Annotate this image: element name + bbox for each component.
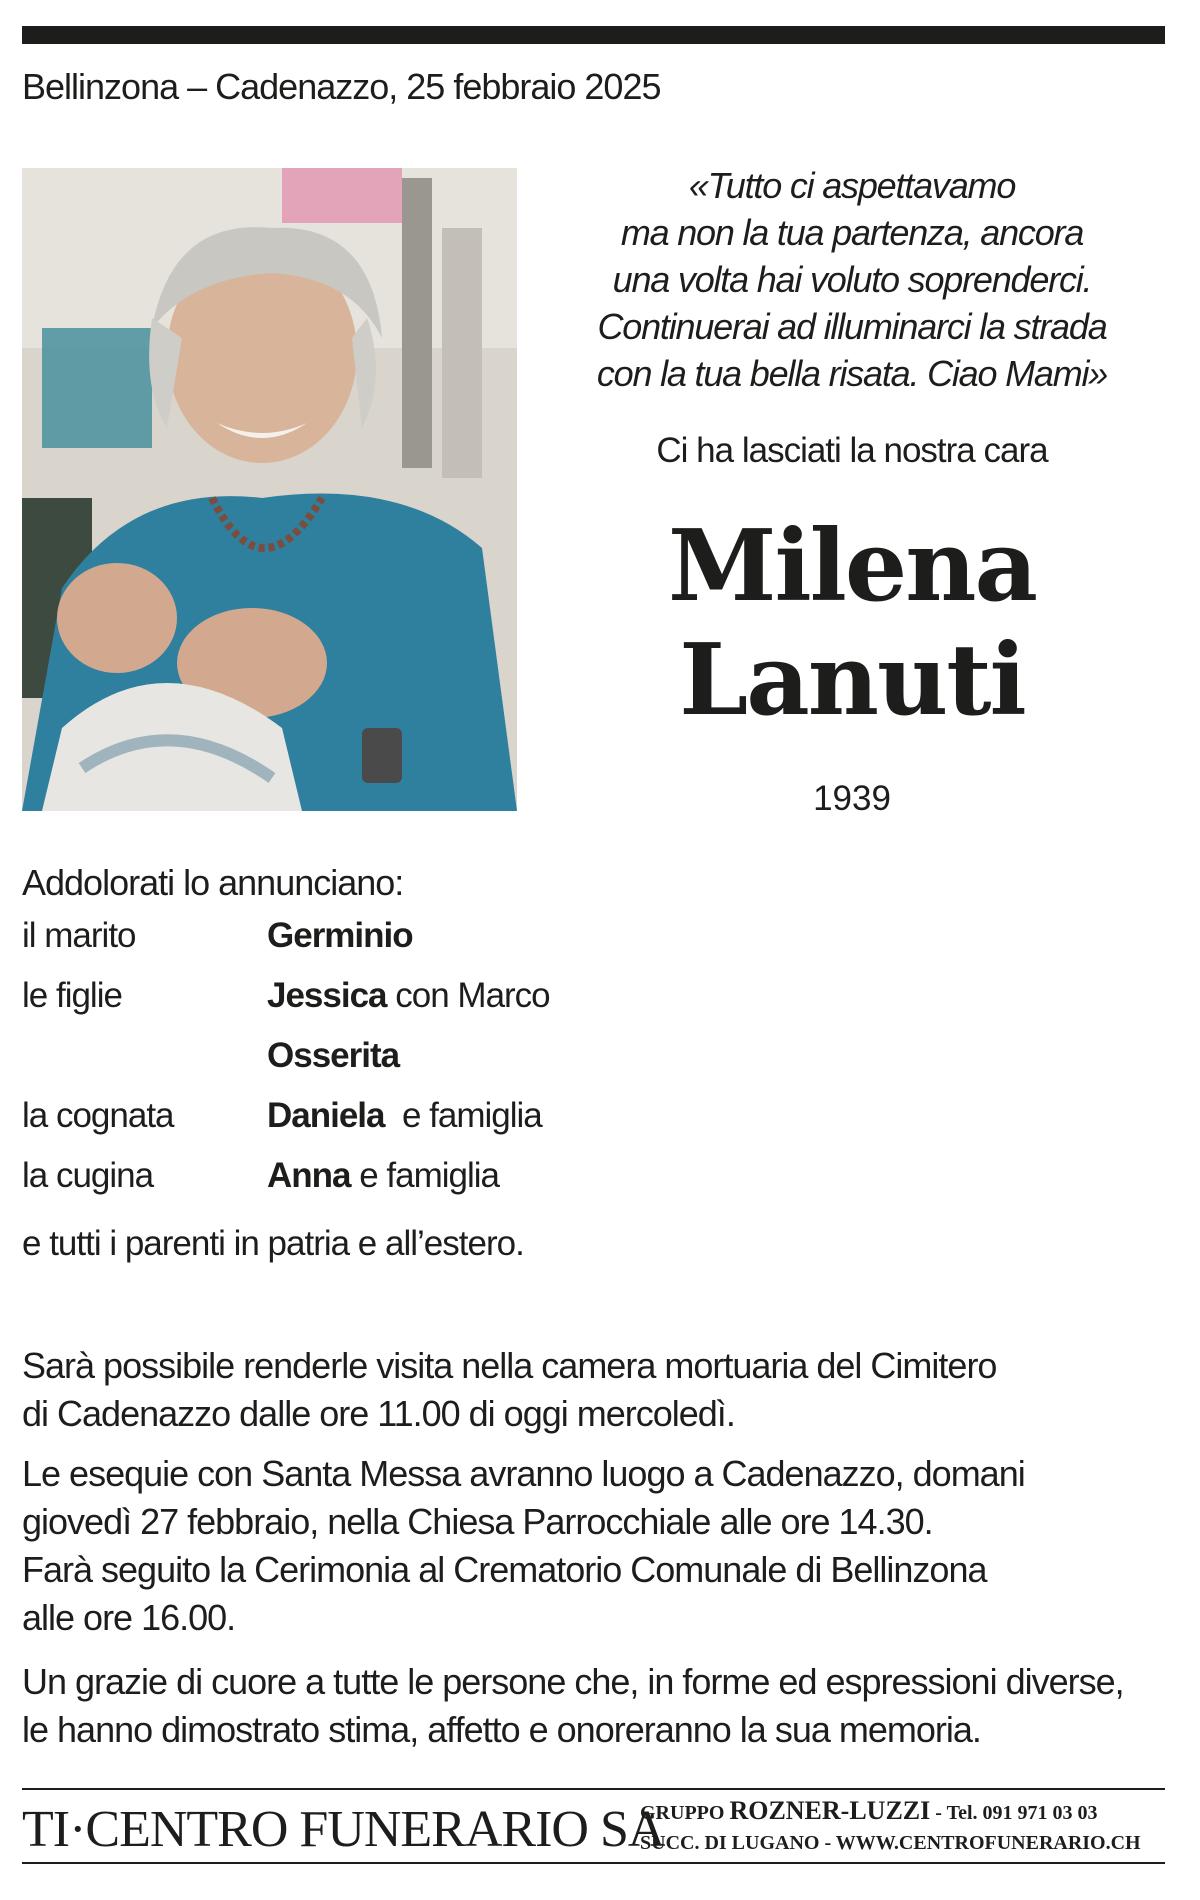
top-rule	[22, 26, 1165, 44]
quote-line: ma non la tua partenza, ancora	[620, 212, 1084, 253]
quote-line: una volta hai voluto soprenderci.	[612, 259, 1092, 300]
family-member	[267, 916, 413, 956]
quote-line: «Tutto ci aspettavamo	[688, 165, 1016, 206]
paragraph-line: Farà seguito la Cerimonia al Crematorio Comunale di Bellinzona	[22, 1549, 987, 1590]
family-member	[267, 1156, 499, 1196]
footer-group-label: GRUPPO	[640, 1802, 730, 1824]
paragraph-line: giovedì 27 febbraio, nella Chiesa Parrocchiale alle ore 14.30.	[22, 1501, 933, 1542]
family-member-name: Jessica	[267, 976, 387, 1015]
footer-website: - WWW.CENTROFUNERARIO.CH	[819, 1832, 1141, 1854]
family-member	[267, 1036, 399, 1076]
family-member-extra: e famiglia	[384, 1096, 542, 1135]
family-member-name: Osserita	[267, 1036, 400, 1075]
portrait-photo-icon	[22, 168, 517, 811]
family-member-name: Daniela	[267, 1096, 385, 1135]
funeral-home-details	[640, 1796, 1141, 1858]
paragraph-line: le hanno dimostrato stima, affetto e onoreranno la sua memoria.	[22, 1709, 981, 1750]
footer-phone: - Tel. 091 971 03 03	[930, 1802, 1098, 1824]
family-member	[267, 1096, 542, 1136]
visit-paragraph	[22, 1342, 996, 1438]
paragraph-line: Sarà possibile renderle visita nella camera mortuaria del Cimitero	[22, 1345, 997, 1386]
footer-branch: SUCC. DI LUGANO	[640, 1832, 820, 1854]
family-relation: le figlie	[22, 976, 122, 1015]
family-relation: la cognata	[22, 1096, 174, 1135]
intro-text: Ci ha lasciati la nostra cara	[656, 431, 1048, 470]
quote-line: Continuerai ad illuminarci la strada	[597, 306, 1107, 347]
deceased-last-name: Lanuti	[679, 623, 1025, 738]
family-member-extra: con Marco	[386, 976, 550, 1015]
deceased-name	[552, 510, 1152, 738]
footer-rule-top	[22, 1788, 1165, 1790]
announce-heading: Addolorati lo annunciano:	[22, 862, 404, 903]
footer-group-name: ROZNER-LUZZI	[729, 1796, 931, 1825]
paragraph-line: alle ore 16.00.	[22, 1597, 236, 1638]
family-member-name: Germinio	[267, 916, 413, 955]
place-date: Bellinzona – Cadenazzo, 25 febbraio 2025	[22, 66, 661, 107]
footer-branch-line	[640, 1828, 1141, 1858]
family-member	[267, 976, 550, 1016]
closing-relatives: e tutti i parenti in patria e all’estero.	[22, 1224, 524, 1263]
deceased-first-name: Milena	[667, 509, 1037, 624]
paragraph-line: Un grazie di cuore a tutte le persone che, in forme ed espressioni diverse,	[22, 1661, 1124, 1702]
funeral-home-brand: TI·CENTRO FUNERARIO SA	[22, 1801, 665, 1858]
birth-year: 1939	[813, 779, 891, 818]
portrait-photo	[22, 168, 517, 811]
thanks-paragraph	[22, 1658, 1124, 1754]
paragraph-line: Le esequie con Santa Messa avranno luogo a Cadenazzo, domani	[22, 1453, 1025, 1494]
quote-line: con la tua bella risata. Ciao Mami»	[596, 353, 1108, 394]
family-relation: il marito	[22, 916, 136, 955]
funeral-paragraph	[22, 1450, 1025, 1642]
footer-group-line	[640, 1796, 1141, 1828]
footer-rule-bottom	[22, 1862, 1165, 1864]
family-member-extra: e famiglia	[350, 1156, 500, 1195]
family-member-name: Anna	[267, 1156, 351, 1195]
family-relation: la cugina	[22, 1156, 154, 1195]
paragraph-line: di Cadenazzo dalle ore 11.00 di oggi mercoledì.	[22, 1393, 735, 1434]
memorial-quote	[552, 162, 1152, 397]
